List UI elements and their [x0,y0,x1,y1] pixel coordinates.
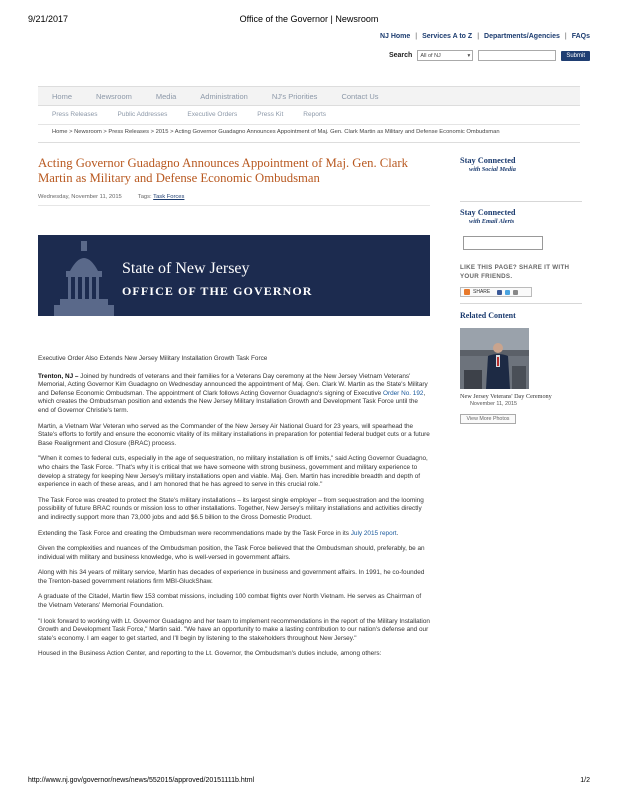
paragraph-text: , which creates the Ombudsman position and extends the New Jersey Military Installation Growth and Development Task Force until the end of Governor Christie's term. [38,389,426,414]
sub-nav [52,111,346,118]
article-title: Acting Governor Guadagno Announces Appointment of Maj. Gen. Clark Martin as Military and Defense Economic Ombudsman [38,156,408,185]
utility-separator: | [564,33,567,40]
departments-agencies-link[interactable]: Departments/Agencies [484,33,560,40]
page-number: 1/2 [580,777,590,784]
faqs-link[interactable]: FAQs [571,33,590,40]
paragraph: The Task Force was created to protect the State's military installations – its largest single employer – from sequestration and the looming possibility of future BRAC rounds or mission loss to other installations. Together, New Jersey's military installations and activities directly and indirectly support more than 73,000 jobs and add $6.5 billion to the Gross Domestic Product. [38,496,424,521]
paragraph-text: Extending the Task Force and creating the Ombudsman were recommendations made by the Task Force in its [38,529,351,537]
paragraph: "When it comes to federal cuts, especially in the age of sequestration, no military installation is off limits," said Acting Governor Guadagno, who chairs the Task Force. "That's why it is critical that we have someone with strong business, government and military experience to develop a strategy for keeping New Jersey's military installations open and viable. Maj. Gen. Martin has incredible breadth and depth of experience in each of these areas, and I am honored that he has agreed to serve in this crucial role." [38,455,428,489]
breadcrumb[interactable]: Home > Newsroom > Press Releases > 2015 > Acting Governor Guadagno Announces Appointment of Maj. Gen. Clark Martin as Military and Defense Economic Ombudsman [52,129,500,135]
email-icon [513,290,518,295]
share-button[interactable] [460,287,532,297]
dateline: Trenton, NJ – [38,372,79,380]
facebook-icon [497,290,502,295]
divider [460,303,582,304]
search-bar [389,50,590,61]
paragraph [38,530,430,539]
paragraph-text: . [396,529,399,537]
article-subhead: Executive Order Also Extends New Jersey Military Installation Growth Task Force [38,355,268,362]
related-content-heading: Related Content [460,311,516,320]
paragraph: Housed in the Business Action Center, and reporting to the Lt. Governor, the Ombudsman's duties include, among others: [38,650,382,658]
utility-separator: | [477,33,480,40]
share-icon [464,289,470,295]
subnav-executive-orders[interactable]: Executive Orders [187,111,238,118]
email-heading: Stay Connected [460,208,516,217]
divider [38,124,580,125]
paragraph: Along with his 34 years of military service, Martin has decades of experience in business and government affairs. In 1991, he co-founded the Trenton-based government relations firm MBI-GluckShaw. [38,569,425,585]
social-subheading: with Social Media [469,166,516,173]
print-header [28,14,590,26]
banner-office-text: OFFICE OF THE GOVERNOR [122,284,313,298]
paragraph [38,373,430,416]
tag-link-task-forces[interactable]: Task Forces [153,194,185,200]
share-label: SHARE [473,289,491,295]
print-title: Office of the Governor | Newsroom [239,14,379,24]
social-heading: Stay Connected [460,156,516,165]
subnav-public-addresses[interactable]: Public Addresses [117,111,168,118]
executive-order-link[interactable]: Order No. 192 [382,389,424,397]
chevron-down-icon: ▾ [467,52,471,59]
search-scope-select[interactable] [417,50,473,61]
search-scope-value: All of NJ [420,52,441,59]
nav-media[interactable]: Media [155,91,177,101]
related-date: November 11, 2015 [470,401,517,407]
paragraph: A graduate of the Citadel, Martin flew 153 combat missions, including 100 combat flights over North Vietnam. He serves as Chairman of the Vietnam Veterans' Memorial Foundation. [38,593,422,610]
subnav-reports[interactable]: Reports [303,111,327,118]
nav-home[interactable]: Home [52,91,73,101]
search-input[interactable] [478,50,556,61]
july-report-link[interactable]: July 2015 report [350,529,397,537]
sidebar [460,156,582,424]
related-caption[interactable]: New Jersey Veterans' Day Ceremony [460,393,552,400]
email-subheading: with Email Alerts [469,218,515,225]
ceremony-photo-image [460,328,529,389]
share-prompt: LIKE THIS PAGE? SHARE IT WITH YOUR FRIENDS. [460,264,570,280]
tags-label: Tags: [137,194,152,200]
nj-home-link[interactable]: NJ Home [379,33,411,40]
nav-nj-priorities[interactable]: NJ's Priorities [271,91,318,101]
divider [38,142,580,143]
governor-banner [38,235,430,316]
article-date: Wednesday, November 11, 2015 [38,194,122,200]
nav-contact-us[interactable]: Contact Us [341,91,379,101]
capitol-dome-icon [52,241,116,316]
nav-administration[interactable]: Administration [200,91,248,101]
paragraph: Given the complexities and nuances of the Ombudsman position, the Task Force believed that the Ombudsman should, preferably, be an individual with military and business knowledge, who is well-versed in government affairs. [38,545,425,561]
article-tags [138,194,185,200]
email-signup-input[interactable] [463,236,543,250]
print-date: 9/21/2017 [28,14,69,24]
paragraph: Martin, a Vietnam War Veteran who served as the Commander of the New Jersey Air National Guard for 23 years, will spearhead the State's efforts to fortify and ensure the economic vitality of its military installations in preparation for potential federal budget cuts or a future Base Realignment and Closure (BRAC) process. [38,422,430,447]
subnav-press-kit[interactable]: Press Kit [257,111,284,118]
article-header [38,156,430,206]
banner-state-text: State of New Jersey [122,260,250,277]
search-label: Search [388,52,413,59]
divider [460,201,582,202]
paragraph-text: Joined by hundreds of veterans and their families for a Veterans Day ceremony at the New Jersey Vietnam Veterans' Memorial, Acting Governor Kim Guadagno on Wednesday announced the appointment of Maj. Gen. Clark W. Martin as the State's Military and Defense Economic Ombudsman. The appointment of Clark follows Acting Governor Guadagno's signing of Executive [38,372,428,397]
nav-newsroom[interactable]: Newsroom [96,91,132,101]
view-more-photos-button[interactable]: View More Photos [460,414,516,424]
subnav-press-releases[interactable]: Press Releases [52,111,98,118]
search-submit-button[interactable]: Submit [561,51,590,61]
main-nav [38,86,580,106]
paragraph: "I look forward to working with Lt. Governor Guadagno and her team to implement recommendations in the report of the Military Installation Growth and Development Task Force," Martin said. "We have an opportunity to make a lasting contribution to our nation's defense and our state's economy. I am eager to get started, and I'll begin by listening to the stakeholders throughout New Jersey." [38,617,430,642]
divider [38,205,430,206]
article-meta [38,194,430,200]
article-body [38,355,430,666]
twitter-icon [505,290,510,295]
services-a-to-z-link[interactable]: Services A to Z [422,33,473,40]
utility-separator: | [415,33,418,40]
related-photo[interactable] [460,328,529,389]
utility-nav [380,33,590,40]
page-url: http://www.nj.gov/governor/news/news/552015/approved/20151111b.html [28,777,255,784]
